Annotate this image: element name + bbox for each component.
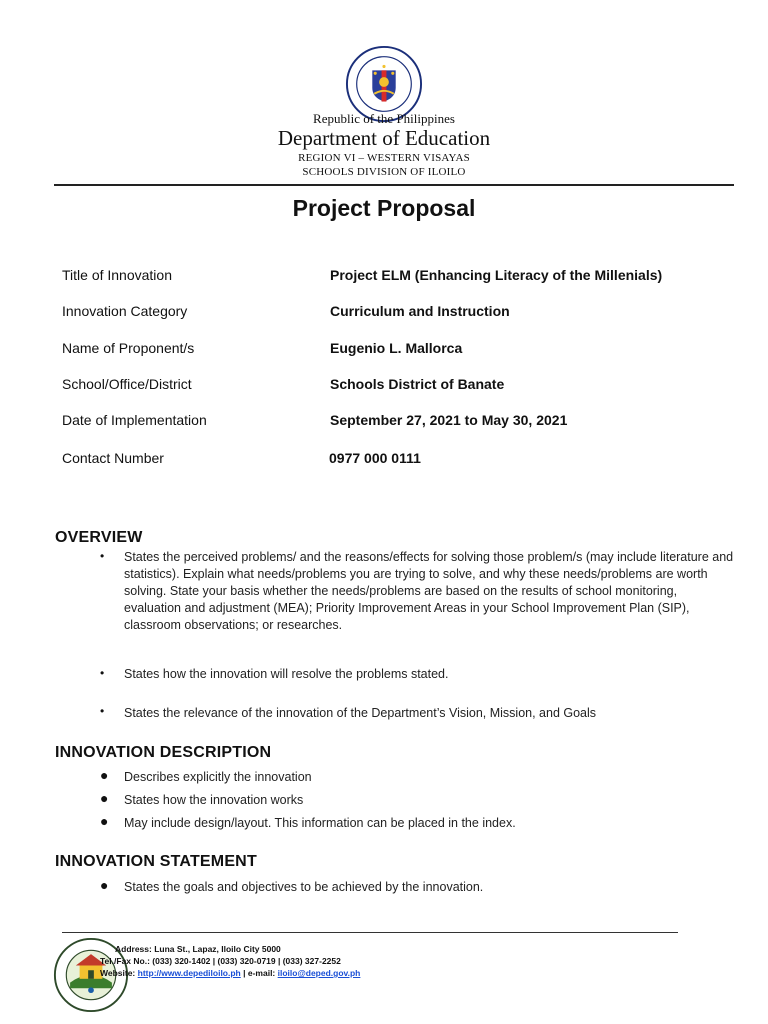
info-row-contact [62, 450, 742, 470]
header-divider [54, 184, 734, 186]
bullet-icon: ● [100, 877, 109, 893]
footer-contact-line [100, 968, 360, 979]
website-link[interactable]: http://www.depediloilo.ph [137, 968, 241, 978]
info-row-category [62, 303, 742, 323]
info-row-title [62, 267, 742, 287]
bullet-icon: ● [100, 813, 109, 829]
department-heading: Department of Education [277, 126, 491, 150]
bullet-icon: ● [100, 767, 109, 783]
info-label: Title of Innovation [62, 267, 172, 283]
republic-heading: Republic of the Philippines [313, 111, 455, 126]
info-row-date [62, 412, 742, 432]
info-value: Project ELM (Enhancing Literacy of the Millenials) [330, 267, 663, 283]
overview-bullet: States the relevance of the innovation of the Department’s Vision, Mission, and Goals [124, 706, 597, 720]
email-link[interactable]: iloilo@deped.gov.ph [277, 968, 361, 978]
division-heading: SCHOOLS DIVISION OF ILOILO [302, 166, 466, 178]
overview-heading: OVERVIEW [55, 529, 143, 546]
bullet-icon: • [100, 704, 105, 718]
info-label: Name of Proponent/s [62, 340, 195, 356]
region-heading: REGION VI – WESTERN VISAYAS [298, 152, 470, 164]
info-value: Schools District of Banate [330, 376, 505, 392]
info-row-proponent [62, 340, 742, 360]
footer-email-label: | e-mail: [243, 968, 276, 978]
description-bullet: Describes explicitly the innovation [124, 770, 312, 784]
bullet-icon: ● [100, 790, 109, 806]
info-row-school [62, 376, 742, 396]
overview-bullet: States the perceived problems/ and the reasons/effects for solving those problem/s (may include literature and statistics). Explain what needs/problems you are trying to solve, and why these needs/problems are worth solving. State your basis whether the needs/problems are based on the results of school monitoring, evaluation and adjustment (MEA); Priority Improvement Areas in your School Improvement Plan (SIP), classroom observations; or researches. [124, 550, 734, 632]
info-value: Eugenio L. Mallorca [330, 340, 463, 356]
info-value: 0977 000 0111 [329, 450, 421, 466]
description-heading: INNOVATION DESCRIPTION [55, 744, 272, 761]
info-label: Innovation Category [62, 303, 188, 319]
info-label: Contact Number [62, 450, 164, 466]
footer-website-label: Website: [100, 968, 136, 978]
overview-bullet: States how the innovation will resolve the problems stated. [124, 667, 449, 681]
info-value: September 27, 2021 to May 30, 2021 [330, 412, 568, 428]
footer-address: Address: Luna St., Lapaz, Iloilo City 5000 [115, 944, 281, 954]
info-label: School/Office/District [62, 376, 192, 392]
bullet-icon: • [100, 549, 105, 563]
statement-heading: INNOVATION STATEMENT [55, 853, 257, 870]
description-bullet: May include design/layout. This information can be placed in the index. [124, 816, 516, 830]
info-label: Date of Implementation [62, 412, 207, 428]
page-title: Project Proposal [292, 195, 476, 221]
footer-divider [62, 932, 678, 933]
info-value: Curriculum and Instruction [330, 303, 510, 319]
statement-bullet: States the goals and objectives to be achieved by the innovation. [124, 880, 484, 894]
footer-telfax: Tel./Fax No.: (033) 320-1402 | (033) 320-0719 | (033) 327-2252 [100, 956, 341, 966]
bullet-icon: • [100, 666, 105, 680]
description-bullet: States how the innovation works [124, 793, 304, 807]
